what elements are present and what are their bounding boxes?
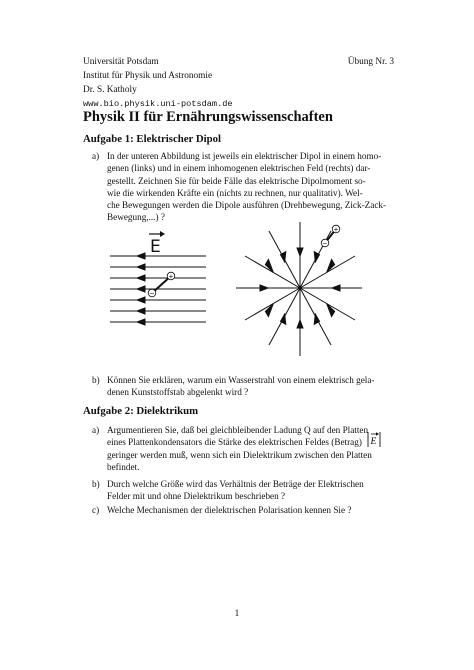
minus-sign: − xyxy=(149,289,155,298)
field-line xyxy=(297,288,303,356)
text-line: Durch welche Größe wird das Verhältnis der Beträge der Elektrischen xyxy=(107,479,364,489)
text-line: geringer werden muß, wenn sich ein Dielektrikum zwischen den Platten xyxy=(107,449,372,460)
plus-sign: + xyxy=(333,225,339,234)
task2-b-text xyxy=(107,478,391,503)
homogeneous-field xyxy=(110,253,206,325)
field-line xyxy=(236,285,300,291)
field-line xyxy=(110,272,206,281)
field-line xyxy=(110,264,206,270)
text-line: denen Kunststoffstab abgelenkt wird ? xyxy=(107,387,249,398)
task1-a-label: a) xyxy=(92,151,100,161)
field-line xyxy=(300,285,362,291)
page-title: Physik II für Ernährungswissenschaften xyxy=(83,109,333,125)
task2-a-text xyxy=(107,424,372,473)
dipole-left xyxy=(148,272,175,297)
field-line xyxy=(297,222,303,288)
task1-heading: Aufgabe 1: Elektrischer Dipol xyxy=(83,133,222,145)
field-line xyxy=(110,308,206,314)
e-field-vector-label xyxy=(149,231,165,257)
institute-name: Institut für Physik und Astronomie xyxy=(83,71,213,81)
website-url: www.bio.physik.uni-potsdam.de xyxy=(83,99,233,109)
task2-c-text xyxy=(107,504,391,516)
text-line: Können Sie erklären, warum ein Wasserstrahl von einem elektrisch gela- xyxy=(107,375,375,385)
text-line: Felder mit und ohne Dielektrikum beschrieben ? xyxy=(107,491,286,502)
text-line: befindet. xyxy=(107,461,140,472)
university-name: Universität Potsdam xyxy=(83,57,159,67)
dipole-right xyxy=(321,225,340,247)
task2-heading: Aufgabe 2: Dielektrikum xyxy=(83,405,199,417)
text-line: Welche Mechanismen der dielektrischen Polarisation kennen Sie ? xyxy=(107,505,352,515)
text-line: eines Plattenkondensators die Stärke des elektrischen Feldes (Betrag) xyxy=(107,437,362,448)
exercise-number: Übung Nr. 3 xyxy=(347,57,394,67)
text-line: Argumentieren Sie, daß bei gleichbleibender Ladung Q auf den Platten xyxy=(107,425,369,435)
inhomogeneous-field xyxy=(236,222,362,356)
field-line xyxy=(110,319,206,325)
text-line: Bewegung,...) ? xyxy=(107,212,165,223)
minus-sign: − xyxy=(322,239,328,248)
author-name: Dr. S. Katholy xyxy=(83,85,137,95)
task2-a-label: a) xyxy=(92,425,100,435)
text-line: gestellt. Zeichnen Sie für beide Fälle das elektrische Dipolmoment so- xyxy=(107,175,366,186)
text-line: che Bewegungen werden die Dipole ausführen (Drehbewegung, Zick-Zack- xyxy=(107,200,387,211)
e-label: E xyxy=(150,237,161,257)
task2-b-label: b) xyxy=(92,479,100,489)
page-number: 1 xyxy=(234,609,240,619)
task2-c-label: c) xyxy=(92,505,100,515)
text-line: wie die wirkenden Kräfte ein (nichts zu rechnen, nur qualitativ). Wel- xyxy=(107,187,363,198)
task1-b-label: b) xyxy=(92,375,100,385)
field-line xyxy=(110,297,206,303)
text-line: genen (links) und in einem inhomogenen elektrischen Feld (rechts) dar- xyxy=(107,163,371,174)
plus-sign: + xyxy=(168,272,174,281)
e-vector-letter: E xyxy=(370,437,377,447)
task1-b-text xyxy=(107,374,391,399)
text-line: In der unteren Abbildung ist jeweils ein elektrischer Dipol in einem homo- xyxy=(107,151,382,161)
